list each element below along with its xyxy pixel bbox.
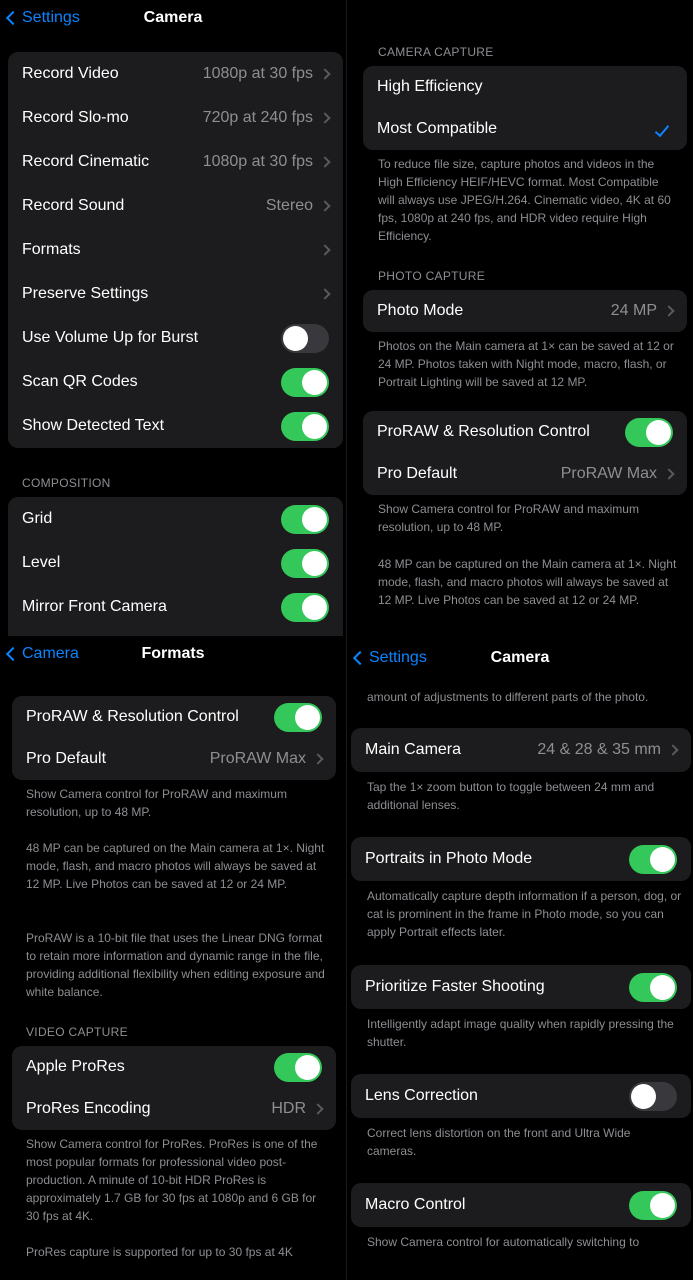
apple-prores-toggle[interactable] (274, 1053, 322, 1082)
camera-photo-panel (347, 636, 693, 1280)
chevron-right-icon (312, 753, 323, 764)
toggle-knob (302, 595, 327, 620)
toggle-knob (283, 326, 308, 351)
macro-control-toggle[interactable] (629, 1191, 677, 1220)
toggle-knob (650, 1193, 675, 1218)
row-label: Lens Correction (365, 1087, 478, 1104)
faster-shooting-note: Intelligently adapt image quality when rapidly pressing the shutter. (367, 1017, 674, 1049)
faster-shooting-row (351, 965, 691, 1009)
chevron-right-icon (663, 305, 674, 316)
portraits-row (351, 837, 691, 881)
checkmark-icon (655, 121, 669, 136)
preserve-settings-row[interactable] (8, 272, 343, 316)
formats-panel (0, 636, 346, 1280)
toggle-knob (295, 1055, 320, 1080)
toggle-knob (302, 414, 327, 439)
row-label: ProRes Encoding (26, 1100, 151, 1117)
mirror-front-row (8, 585, 343, 629)
macro-control-note: Show Camera control for automatically switching to (367, 1235, 640, 1249)
grid-row (8, 497, 343, 541)
chevron-right-icon (319, 244, 330, 255)
row-label: Portraits in Photo Mode (365, 850, 533, 867)
macro-control-row (351, 1183, 691, 1227)
row-label: ProRAW & Resolution Control (377, 423, 590, 440)
proraw-group (363, 411, 687, 495)
chevron-left-icon (6, 647, 20, 661)
apple-prores-row (12, 1046, 336, 1088)
scene-note: amount of adjustments to different parts of the photo. (367, 690, 649, 704)
row-value: ProRAW Max (209, 750, 306, 767)
composition-group (8, 497, 343, 636)
row-value: 720p at 240 fps (202, 109, 313, 126)
prores-note: Show Camera control for ProRes. ProRes is one of the most popular formats for professional video post-production. A minute of 10-bit HDR ProRes is approximately 1.7 GB for 30 fps at 1080p and 6 GB for 30 fps at 4K. (26, 1137, 318, 1223)
lens-correction-row (351, 1074, 691, 1118)
chevron-right-icon (319, 68, 330, 79)
toggle-knob (295, 705, 320, 730)
back-label: Camera (22, 645, 79, 662)
level-toggle[interactable] (281, 549, 329, 578)
row-label: Record Video (22, 65, 119, 82)
row-value: Stereo (265, 197, 313, 214)
proraw-toggle[interactable] (625, 418, 673, 447)
pro-default-row[interactable] (363, 453, 687, 495)
row-value: 1080p at 30 fps (202, 153, 313, 170)
camera-main-group (8, 52, 343, 448)
volume-burst-toggle[interactable] (281, 324, 329, 353)
proraw-toggle[interactable] (274, 703, 322, 732)
row-label: Level (22, 554, 61, 571)
chevron-right-icon (319, 156, 330, 167)
main-camera-row[interactable] (351, 728, 691, 772)
nav-bar (347, 640, 693, 676)
row-label: Photo Mode (377, 302, 464, 319)
row-label: Prioritize Faster Shooting (365, 978, 545, 995)
row-value: 24 & 28 & 35 mm (537, 741, 661, 758)
record-slomo-row[interactable] (8, 96, 343, 140)
row-value: 24 MP (610, 302, 657, 319)
proraw-group (12, 696, 336, 780)
toggle-knob (302, 507, 327, 532)
row-label: Record Sound (22, 197, 125, 214)
page-title: Camera (143, 9, 203, 26)
chevron-right-icon (319, 112, 330, 123)
page-title: Camera (490, 649, 550, 666)
option-label: Most Compatible (377, 120, 498, 137)
scan-qr-toggle[interactable] (281, 368, 329, 397)
chevron-right-icon (663, 468, 674, 479)
row-label: ProRAW & Resolution Control (26, 708, 239, 725)
camera-capture-header: CAMERA CAPTURE (378, 45, 494, 59)
faster-shooting-group (351, 965, 691, 1009)
row-value: 1080p at 30 fps (202, 65, 313, 82)
back-button[interactable] (4, 9, 80, 27)
nav-bar (0, 636, 346, 672)
chevron-right-icon (319, 200, 330, 211)
prores-group (12, 1046, 336, 1130)
photo-mode-group (363, 290, 687, 332)
row-label: Use Volume Up for Burst (22, 329, 199, 346)
row-label: Record Cinematic (22, 153, 150, 170)
toggle-knob (302, 551, 327, 576)
proraw-note: Show Camera control for ProRAW and maximum resolution, up to 48 MP. (378, 502, 639, 534)
lens-correction-group (351, 1074, 691, 1118)
row-label: Show Detected Text (22, 417, 165, 434)
detected-text-toggle[interactable] (281, 412, 329, 441)
lens-correction-note: Correct lens distortion on the front and Ultra Wide cameras. (367, 1126, 631, 1158)
back-label: Settings (369, 649, 427, 666)
chevron-left-icon (353, 651, 367, 665)
record-cinematic-row[interactable] (8, 140, 343, 184)
mirror-front-toggle[interactable] (281, 593, 329, 622)
macro-control-group (351, 1183, 691, 1227)
pro-default-row[interactable] (12, 738, 336, 780)
faster-shooting-toggle[interactable] (629, 973, 677, 1002)
toggle-knob (646, 420, 671, 445)
back-label: Settings (22, 9, 80, 26)
high-efficiency-option[interactable] (363, 66, 687, 108)
toggle-knob (631, 1084, 656, 1109)
record-video-row[interactable] (8, 52, 343, 96)
main-camera-note: Tap the 1× zoom button to toggle between 24 mm and additional lenses. (367, 780, 655, 812)
volume-burst-row (8, 316, 343, 360)
level-row (8, 541, 343, 585)
chevron-right-icon (312, 1103, 323, 1114)
back-button[interactable] (351, 649, 427, 667)
photo-capture-header: PHOTO CAPTURE (378, 269, 486, 283)
composition-header: COMPOSITION (22, 476, 111, 490)
row-label: Preserve Settings (22, 285, 149, 302)
formats-row[interactable] (8, 228, 343, 272)
chevron-right-icon (667, 744, 678, 755)
proraw-note: Show Camera control for ProRAW and maximum resolution, up to 48 MP. (26, 787, 287, 819)
row-label: Formats (22, 241, 81, 258)
row-label: Apple ProRes (26, 1058, 125, 1075)
photo-mode-note: Photos on the Main camera at 1× can be saved at 12 or 24 MP. Photos taken with Night mode, macro, flash, or Portrait Lighting will be saved at 12 MP. (378, 339, 674, 389)
lens-correction-toggle[interactable] (629, 1082, 677, 1111)
camera-settings-panel (0, 0, 346, 636)
prores-capture-note: ProRes capture is supported for up to 30 fps at 4K (26, 1245, 293, 1259)
row-label: Main Camera (365, 741, 462, 758)
capture-options-group (363, 66, 687, 150)
nav-bar (0, 0, 346, 36)
photo-mode-row[interactable] (363, 290, 687, 332)
row-label: Pro Default (377, 465, 458, 482)
toggle-knob (650, 975, 675, 1000)
scan-qr-row (8, 360, 343, 404)
capture-note: To reduce file size, capture photos and videos in the High Efficiency HEIF/HEVC format. Most Compatible will always use JPEG/H.264. Cinematic video, 4K at 60 fps, 1080p at 240 fps, and HDR video require High Efficiency. (378, 157, 671, 243)
row-label: Record Slo-mo (22, 109, 129, 126)
proraw-note-48mp: 48 MP can be captured on the Main camera at 1×. Night mode, flash, and macro photos will always be saved at 12 MP. Live Photos can be saved at 12 or 24 MP. (26, 841, 325, 891)
proraw-note-48mp: 48 MP can be captured on the Main camera at 1×. Night mode, flash, and macro photos will always be saved at 12 MP. Live Photos can be saved at 12 or 24 MP. (378, 557, 677, 607)
chevron-right-icon (319, 288, 330, 299)
video-capture-header: VIDEO CAPTURE (26, 1025, 128, 1039)
row-label: Macro Control (365, 1196, 466, 1213)
chevron-left-icon (6, 11, 20, 25)
portraits-toggle[interactable] (629, 845, 677, 874)
proraw-row (12, 696, 336, 738)
back-button[interactable] (4, 645, 79, 663)
most-compatible-option[interactable] (363, 108, 687, 150)
page-title: Formats (141, 645, 205, 662)
row-label: Mirror Front Camera (22, 598, 167, 615)
row-value: HDR (271, 1100, 306, 1117)
row-label: Pro Default (26, 750, 107, 767)
proraw-row (363, 411, 687, 453)
row-label: Scan QR Codes (22, 373, 138, 390)
row-value: ProRAW Max (560, 465, 657, 482)
proraw-note-dng: ProRAW is a 10-bit file that uses the Linear DNG format to retain more information and dynamic range in the file, providing additional flexibility when editing exposure and white balance. (26, 931, 325, 999)
toggle-knob (650, 847, 675, 872)
prores-encoding-row[interactable] (12, 1088, 336, 1130)
main-camera-group (351, 728, 691, 772)
record-sound-row[interactable] (8, 184, 343, 228)
portraits-note: Automatically capture depth information if a person, dog, or cat is prominent in the frame in Photo mode, so you can apply Portrait effects later. (367, 889, 682, 939)
portraits-group (351, 837, 691, 881)
option-label: High Efficiency (377, 78, 483, 95)
row-label: Grid (22, 510, 53, 527)
grid-toggle[interactable] (281, 505, 329, 534)
detected-text-row (8, 404, 343, 448)
toggle-knob (302, 370, 327, 395)
formats-capture-panel (347, 0, 693, 636)
